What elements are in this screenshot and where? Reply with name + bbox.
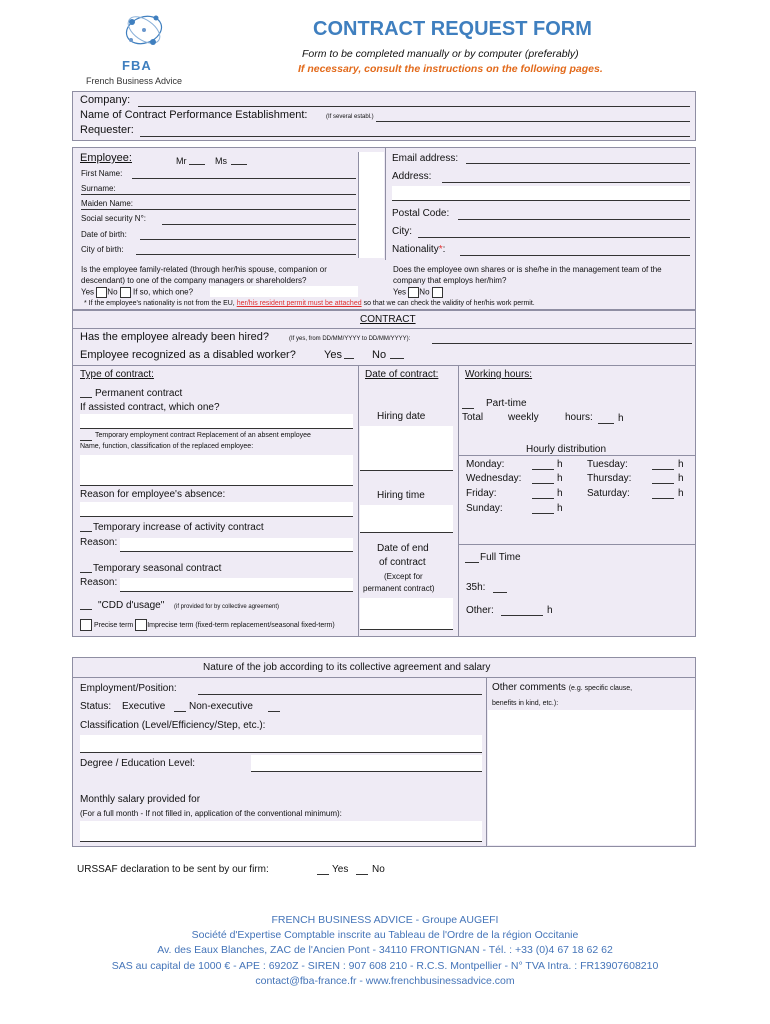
replaced-note: Name, function, classification of the replaced employee: [80,443,254,450]
day-sunday: Sunday: [466,503,503,514]
nationality-asterisk: * [438,244,443,255]
thursday-unit: h [678,473,684,484]
temp-increase-field[interactable] [80,531,92,532]
city-of-birth-label: City of birth: [81,245,124,254]
ms-label: Ms [215,156,227,166]
shares-no-checkbox[interactable] [432,287,443,298]
email-label: Email address: [392,153,459,164]
subtitle: Form to be completed manually or by computer (preferably) [302,48,579,60]
footer-line-3: Av. des Eaux Blanches, ZAC de l'Ancien Pont - 34110 FRONTIGNAN - Tél. : +33 (0)4 67 18 62 62 [157,944,613,956]
fulltime-grid-line [458,544,696,545]
first-name-field[interactable] [132,178,356,179]
h35-label: 35h: [466,582,486,593]
hiring-date-field[interactable] [360,426,453,471]
day-thursday: Thursday: [587,473,632,484]
disabled-no-label: No [372,349,387,361]
position-field[interactable] [198,694,482,695]
hours-heading: Working hours: [465,369,533,380]
contract-col-divider-2 [458,365,459,637]
degree-field[interactable] [251,755,482,772]
other-comments-note-2: benefits in kind, etc.): [492,700,559,707]
full-time-field[interactable] [465,562,479,563]
family-no-checkbox[interactable] [120,287,131,298]
shares-yes-checkbox[interactable] [408,287,419,298]
contract-col-divider-1 [358,365,359,637]
day-tuesday: Tuesday: [587,459,628,470]
day-wednesday: Wednesday: [466,473,522,484]
reason1-label: Reason: [80,537,118,548]
address-label: Address: [392,171,432,182]
sunday-field[interactable] [532,513,554,514]
postal-code-label: Postal Code: [392,208,450,219]
postal-code-field[interactable] [458,219,690,220]
end-date-label-1: Date of end [377,543,429,554]
date-heading: Date of contract: [365,369,439,380]
instructions-note: If necessary, consult the instructions on the following pages. [298,63,603,75]
city-field[interactable] [418,237,690,238]
family-yes-checkbox[interactable] [96,287,107,298]
address-field-2[interactable] [392,186,690,201]
h35-field[interactable] [493,592,507,593]
except-label-2: permanent contract) [363,584,435,593]
nationality-field[interactable] [460,255,690,256]
logo-network-icon [98,4,218,64]
nationality-label [392,244,445,255]
monday-field[interactable] [532,469,554,470]
sunday-unit: h [557,503,563,514]
wednesday-unit: h [557,473,563,484]
job-heading: Nature of the job according to its collective agreement and salary [203,662,491,673]
end-date-label-2: of contract [379,557,426,568]
absence-reason-field[interactable] [80,502,353,517]
hired-note: (If yes, from DD/MM/YYYY to DD/MM/YYYY): [289,336,411,342]
requester-field[interactable] [140,136,690,137]
nationality-text: Nationality [392,244,439,255]
other-comments-note-1: (e.g. specific clause, [568,685,633,692]
hourly-dist-label: Hourly distribution [526,444,607,455]
urssaf-no-label: No [372,864,385,875]
date-of-birth-field[interactable] [140,239,356,240]
job-col-divider [486,677,487,847]
friday-field[interactable] [532,498,554,499]
hours-grid-line [458,455,696,456]
nationality-colon: : [442,244,446,255]
establishment-note: (If several establ.) [326,114,374,120]
assisted-question: If assisted contract, which one? [80,402,220,413]
temp-seasonal-label: Temporary seasonal contract [93,563,222,574]
non-executive-field[interactable] [268,711,280,712]
salary-label: Monthly salary provided for [80,794,201,805]
shares-answer-row [393,287,443,298]
temp-seasonal-field[interactable] [80,572,92,573]
other-hours-label: Other: [466,605,494,616]
weekly-label: weekly [508,412,539,423]
hiring-time-label: Hiring time [377,490,425,501]
salary-field[interactable] [80,821,482,842]
tuesday-unit: h [678,459,684,470]
total-label: Total [462,412,484,423]
saturday-field[interactable] [652,498,674,499]
precise-term-label: Precise term [93,621,134,629]
company-field[interactable] [138,106,690,107]
term-row [80,619,335,631]
cdd-usage-field[interactable] [80,609,92,610]
status-label: Status: [80,701,112,712]
footer-line-1: FRENCH BUSINESS ADVICE - Groupe AUGEFI [271,914,499,926]
mr-field[interactable] [189,164,205,165]
footer-line-5: contact@fba-france.fr - www.frenchbusinessadvice.com [255,975,515,987]
absence-reason-label: Reason for employee's absence: [80,489,226,500]
family-if-so-field[interactable] [210,286,358,297]
replaced-field[interactable] [80,455,353,486]
contract-heading: CONTRACT [360,314,416,325]
reason1-field[interactable] [120,538,353,552]
shares-yes-label: Yes [393,287,407,297]
temp-replacement-label: Temporary employment contract Replacement of an absent employee [95,432,311,439]
part-time-label: Part-time [486,398,527,409]
surname-label: Surname: [81,184,116,193]
family-if-so-label: If so, which one? [133,287,194,297]
cdd-usage-note: (if provided for by collective agreement) [174,604,280,610]
disabled-yes-field[interactable] [344,358,354,359]
reason2-field[interactable] [120,578,353,592]
footer-line-4: SAS au capital de 1000 € - APE : 6920Z - SIREN : 907 608 210 - R.C.S. Montpellier - N° TVA Intra. : FR13907608210 [111,960,659,972]
address-field-1[interactable] [442,182,690,183]
imprecise-term-checkbox[interactable] [135,619,147,631]
hired-question: Has the employee already been hired? [80,331,269,343]
maiden-name-label: Maiden Name: [81,199,134,208]
maiden-name-field[interactable] [81,209,356,210]
family-question: Is the employee family-related (through her/his spouse, companion or descendant) to one of the company managers or shareholders? [81,265,327,285]
contract-grid-top [72,365,696,366]
disabled-question: Employee recognized as a disabled worker? [80,349,296,361]
other-comments-label [492,682,632,693]
disabled-no-field[interactable] [390,358,404,359]
executive-field[interactable] [174,711,186,712]
assisted-field[interactable] [80,414,353,429]
hiring-date-label: Hiring date [377,411,426,422]
hiring-time-field[interactable] [360,505,453,533]
fba-logo [86,4,218,88]
classification-field[interactable] [80,735,482,753]
permanent-label: Permanent contract [95,388,183,399]
urssaf-label: URSSAF declaration to be sent by our firm: [77,864,269,875]
family-answer-row [81,287,193,298]
executive-label: Executive [122,701,166,712]
logo-text: FBA [122,58,152,73]
cdd-usage-label: "CDD d'usage" [98,600,165,611]
hired-dates-field[interactable] [432,343,692,344]
email-field[interactable] [466,163,690,164]
urssaf-no-field[interactable] [356,874,368,875]
hours-label: hours: [565,412,593,423]
establishment-label: Name of Contract Performance Establishment: [80,109,308,121]
temp-replacement-field[interactable] [80,440,92,441]
tuesday-field[interactable] [652,469,674,470]
other-hours-unit: h [547,605,553,616]
footnote-part-b: her/his resident permit must be attached [236,300,362,307]
logo-subtitle: French Business Advice [86,76,183,86]
reason2-label: Reason: [80,577,118,588]
position-label: Employment/Position: [80,683,177,694]
urssaf-yes-label: Yes [332,864,349,875]
establishment-field[interactable] [376,121,690,122]
city-label: City: [392,226,412,237]
social-security-label: Social security N°: [81,214,146,223]
monday-unit: h [557,459,563,470]
day-friday: Friday: [466,488,497,499]
day-saturday: Saturday: [587,488,630,499]
non-executive-label: Non-executive [189,701,253,712]
first-name-label: First Name: [81,169,123,178]
date-of-birth-label: Date of birth: [81,230,127,239]
permanent-field[interactable] [80,397,92,398]
except-label-1: (Except for [384,572,423,581]
type-heading: Type of contract: [80,369,154,380]
ms-field[interactable] [231,164,247,165]
other-comments-field[interactable] [488,710,694,845]
social-security-field[interactable] [162,224,356,225]
footnote-part-c: so that we can check the validity of her/his work permit. [363,300,535,307]
page-title: CONTRACT REQUEST FORM [313,18,592,40]
end-date-field[interactable] [360,598,453,630]
temp-increase-label: Temporary increase of activity contract [93,522,264,533]
precise-term-checkbox[interactable] [80,619,92,631]
disabled-yes-label: Yes [324,349,342,361]
footer-line-2: Société d'Expertise Comptable inscrite au Tableau de l'Ordre de la région Occitanie [191,929,579,941]
employee-heading: Employee: [80,152,132,164]
imprecise-term-label: Imprecise term (fixed-term replacement/seasonal fixed-term) [147,621,335,629]
degree-label: Degree / Education Level: [80,758,196,769]
full-time-label: Full Time [480,552,521,563]
footnote-part-a: * If the employee's nationality is not from the EU, [84,300,235,307]
employee-divider [385,147,386,260]
employee-left-border [358,152,359,258]
wednesday-field[interactable] [532,483,554,484]
other-comments-text: Other comments [492,682,566,693]
family-yes-label: Yes [81,287,95,297]
mr-label: Mr [176,156,187,166]
urssaf-yes-field[interactable] [317,874,329,875]
city-of-birth-field[interactable] [136,254,356,255]
requester-label: Requester: [80,124,134,136]
weekly-hours-unit: h [618,413,624,424]
salary-note: (For a full month - If not filled in, application of the conventional minimum): [80,809,342,818]
surname-field[interactable] [81,194,356,195]
part-time-field[interactable] [462,408,474,409]
shares-no-label: No [419,287,430,297]
other-hours-field[interactable] [501,615,543,616]
classification-label: Classification (Level/Efficiency/Step, etc.): [80,720,266,731]
saturday-unit: h [678,488,684,499]
family-no-label: No [107,287,118,297]
company-label: Company: [80,94,131,106]
nationality-footnote [84,300,535,307]
friday-unit: h [557,488,563,499]
shares-question: Does the employee own shares or is she/he in the management team of the company that employs her/him? [393,265,662,285]
day-monday: Monday: [466,459,505,470]
thursday-field[interactable] [652,483,674,484]
weekly-hours-field[interactable] [598,423,614,424]
